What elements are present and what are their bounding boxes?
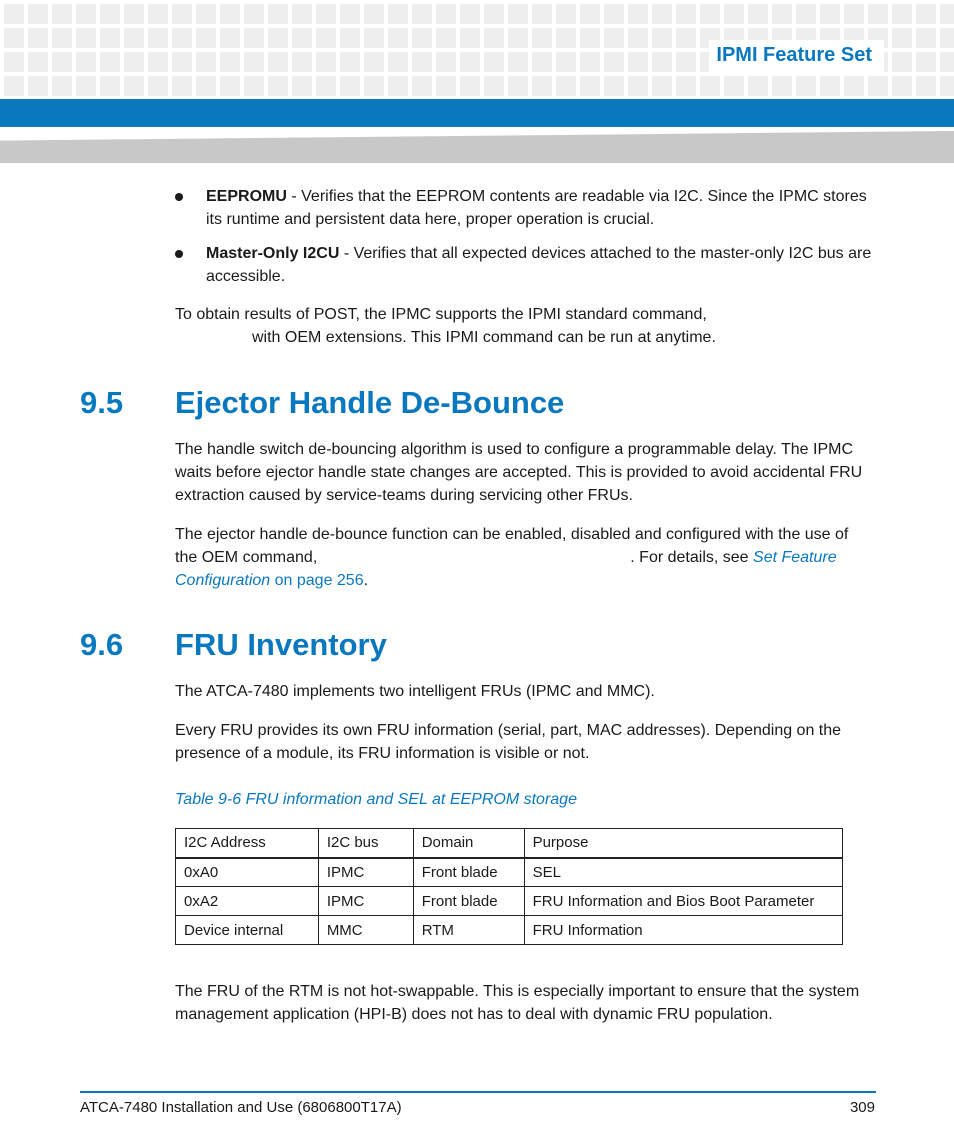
section-9-6-paragraph-2: Every FRU provides its own FRU information (serial, part, MAC addresses). Depending on the presence of a module, its FRU information is visible or not. [175,722,842,762]
header-blue-bar [0,99,954,127]
footer-document-title: ATCA-7480 Installation and Use (6806800T17A) [80,1099,402,1116]
table-cell: RTM [413,916,524,945]
paragraph-text: The ejector handle de-bounce function can be enabled, disabled and configured with the use of the OEM command, [175,526,849,566]
table-cell: MMC [318,916,413,945]
bullet-text: - Verifies that the EEPROM contents are readable via I2C. Since the IPMC stores its runtime and persistent data here, proper operation is crucial. [206,188,867,228]
section-title: Ejector Handle De-Bounce [175,385,565,420]
set-feature-configuration-link[interactable]: Set Feature Configuration [175,549,837,589]
section-heading-9-5 [80,385,564,421]
closing-paragraph: The FRU of the RTM is not hot-swappable. This is especially important to ensure that the system management application (HPI-B) does not has to deal with dynamic FRU population. [175,983,860,1023]
paragraph-end: . [363,572,369,589]
table-row [176,916,843,945]
bullet-dot-icon [175,193,183,201]
bullet-term: EEPROMU [206,188,287,205]
table-cell: Device internal [176,916,319,945]
section-9-5-paragraph-1: The handle switch de-bouncing algorithm is used to configure a programmable delay. The IPMC waits before ejector handle state changes are accepted. This is provided to avoid accidental FRU extraction caused by service-teams during servicing other FRUs. [175,441,863,504]
table-row [176,887,843,916]
footer-divider [80,1091,876,1093]
footer-page-number: 309 [849,1099,875,1116]
table-header-cell: I2C bus [318,829,413,858]
header-title: IPMI Feature Set [716,44,872,66]
paragraph-text: . For details, see [630,549,749,566]
bullet-item-master-only-i2cu [175,242,875,288]
bullet-term: Master-Only I2CU [206,245,340,262]
post-paragraph [175,303,875,349]
table-cell: 0xA0 [176,858,319,887]
section-9-6-paragraph-1: The ATCA-7480 implements two intelligent FRUs (IPMC and MMC). [175,683,655,700]
table-caption: Table 9-6 FRU information and SEL at EEPROM storage [175,791,577,808]
fru-table [175,828,843,945]
bullet-dot-icon [175,250,183,258]
bullet-item-eepromu [175,185,875,231]
section-number: 9.6 [80,627,124,662]
section-heading-9-6 [80,627,387,663]
post-paragraph-line-2: with OEM extensions. This IPMI command can be run at anytime. [252,329,716,346]
table-cell: FRU Information and Bios Boot Parameter [524,887,842,916]
table-cell: SEL [524,858,842,887]
section-9-5-paragraph-2 [175,523,875,592]
table-cell: 0xA2 [176,887,319,916]
table-header-cell: Domain [413,829,524,858]
page-reference-link[interactable]: on page 256 [274,572,364,589]
post-paragraph-line-1: To obtain results of POST, the IPMC supports the IPMI standard command, [175,306,707,323]
table-header-row [176,829,843,858]
table-cell: IPMC [318,858,413,887]
bullet-text: - Verifies that all expected devices attached to the master-only I2C bus are accessible. [206,245,872,285]
table-cell: IPMC [318,887,413,916]
table-row [176,858,843,887]
table-cell: Front blade [413,858,524,887]
table-cell: FRU Information [524,916,842,945]
table-header-cell: I2C Address [176,829,319,858]
table-cell: Front blade [413,887,524,916]
section-title: FRU Inventory [175,627,387,662]
header-grey-wedge [0,131,954,163]
section-number: 9.5 [80,385,124,420]
table-header-cell: Purpose [524,829,842,858]
